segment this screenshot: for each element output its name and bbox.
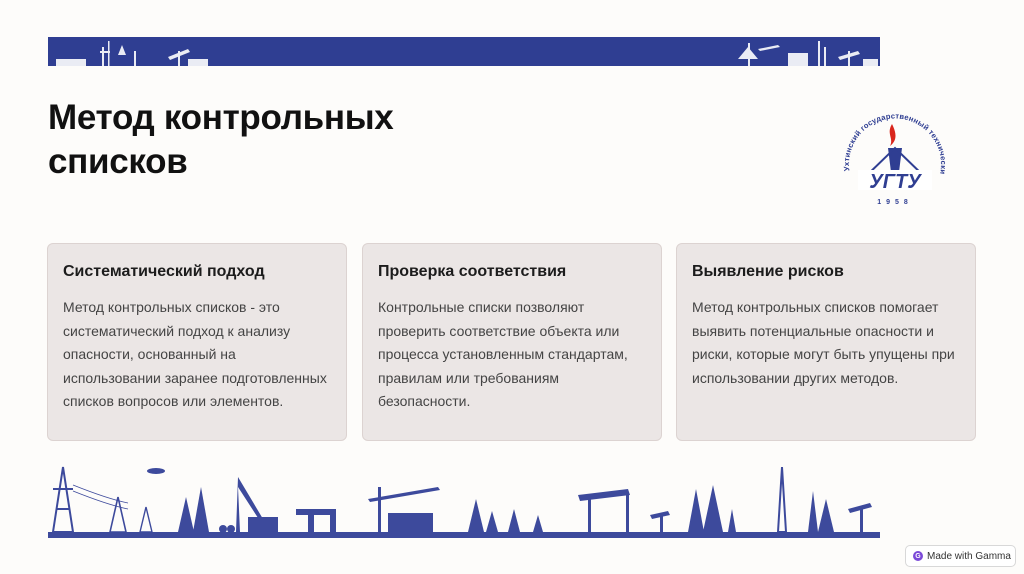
gamma-icon: G — [913, 551, 923, 561]
card-title: Проверка соответствия — [378, 263, 567, 280]
flame-icon — [890, 124, 896, 146]
badge-label: Made with Gamma — [927, 550, 1011, 562]
top-industrial-banner — [48, 37, 880, 66]
card-text: Метод контрольных списков - это систематический подход к анализу опасности, основанный на использовании заранее подготовленных списков вопросов или элементов. — [63, 299, 327, 409]
page-title: Метод контрольных списков — [48, 98, 394, 181]
logo-arc-text: Ухтинский государственный технически — [841, 111, 949, 176]
card-title: Выявление рисков — [692, 263, 844, 280]
logo-abbr: УГТУ — [869, 171, 921, 193]
card-text: Метод контрольных списков помогает выявить потенциальные опасности и риски, которые могут быть упущены при использовании других методов. — [692, 299, 955, 386]
card-text: Контрольные списки позволяют проверить соответствие объекта или процесса установленным стандартам, правилам или требованиям безопасности. — [378, 299, 628, 409]
card-risk-identification — [676, 243, 976, 441]
university-logo — [832, 104, 958, 212]
svg-text:Ухтинский государственный техн — [832, 104, 948, 175]
logo-year: 1958 — [877, 199, 913, 206]
bottom-industrial-banner — [48, 459, 880, 538]
card-systematic-approach — [47, 243, 347, 441]
made-with-gamma-badge[interactable] — [905, 545, 1016, 567]
card-compliance-check — [362, 243, 662, 441]
card-title: Систематический подход — [63, 263, 265, 280]
